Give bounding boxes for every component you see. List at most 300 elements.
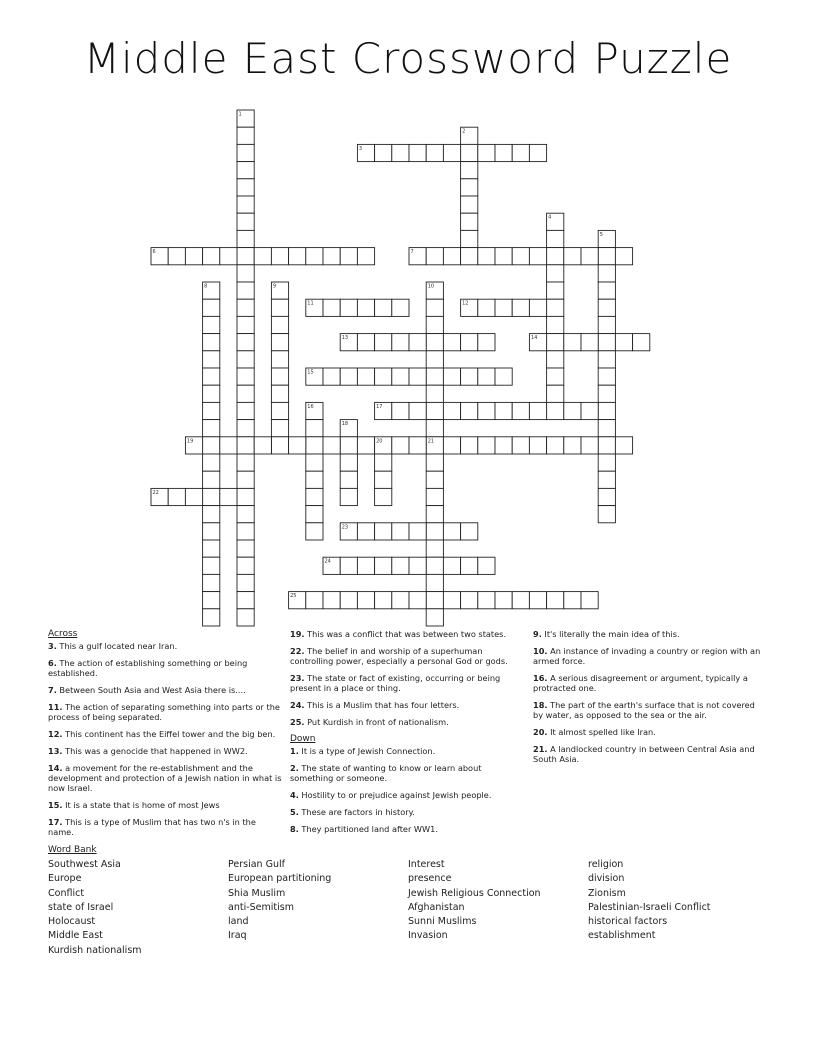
grid-cell[interactable] <box>306 437 323 454</box>
grid-cell[interactable] <box>478 368 495 385</box>
clue-number: 12 <box>462 300 469 307</box>
grid-cell[interactable] <box>615 334 632 351</box>
grid-cell[interactable] <box>375 488 392 505</box>
grid-cell[interactable] <box>461 144 478 161</box>
grid-cell[interactable] <box>392 557 409 574</box>
grid-cell[interactable] <box>323 299 340 316</box>
clue-number: 22 <box>152 489 159 496</box>
grid-cell[interactable] <box>564 248 581 265</box>
grid-cell[interactable] <box>461 437 478 454</box>
grid-cell[interactable] <box>375 471 392 488</box>
grid-cell[interactable] <box>203 316 220 333</box>
grid-cell[interactable] <box>168 248 185 265</box>
grid-cell[interactable] <box>529 248 546 265</box>
grid-cell[interactable] <box>461 557 478 574</box>
clue-item <box>290 717 522 727</box>
grid-cell[interactable] <box>357 557 374 574</box>
grid-cell[interactable] <box>237 265 254 282</box>
grid-cell[interactable] <box>598 265 615 282</box>
grid-cell[interactable] <box>598 488 615 505</box>
grid-cell[interactable] <box>598 420 615 437</box>
grid-cell[interactable] <box>323 592 340 609</box>
clue-item <box>48 746 283 756</box>
grid-cell[interactable] <box>443 248 460 265</box>
grid-cell[interactable] <box>598 385 615 402</box>
clue-number: 4 <box>548 214 552 221</box>
grid-cell[interactable] <box>564 334 581 351</box>
grid-cell[interactable] <box>581 402 598 419</box>
grid-cell[interactable] <box>461 213 478 230</box>
grid-cell[interactable] <box>529 144 546 161</box>
grid-cell[interactable] <box>237 402 254 419</box>
grid-cell[interactable] <box>547 265 564 282</box>
grid-cell[interactable] <box>478 299 495 316</box>
grid-cell[interactable] <box>426 299 443 316</box>
clue-text: A serious disagreement or argument, typically a protracted one. <box>533 673 748 693</box>
grid-cell[interactable] <box>271 437 288 454</box>
clue-text: It is a state that is home of most Jews <box>62 800 220 810</box>
grid-cell[interactable] <box>306 506 323 523</box>
grid-cell[interactable] <box>306 471 323 488</box>
grid-cell[interactable] <box>357 592 374 609</box>
grid-cell[interactable] <box>512 437 529 454</box>
clue-number: 23. <box>290 673 305 683</box>
grid-cell[interactable] <box>237 196 254 213</box>
clue-number: 16 <box>307 403 314 410</box>
clue-number: 6 <box>152 249 156 256</box>
grid-cell[interactable] <box>340 557 357 574</box>
grid-cell[interactable] <box>615 437 632 454</box>
grid-cell[interactable] <box>409 523 426 540</box>
grid-cell[interactable] <box>271 299 288 316</box>
grid-cell[interactable] <box>495 248 512 265</box>
grid-cell[interactable] <box>598 248 615 265</box>
grid-cell[interactable] <box>529 592 546 609</box>
clue-number: 15. <box>48 800 63 810</box>
grid-cell[interactable] <box>203 557 220 574</box>
grid-cell[interactable] <box>409 437 426 454</box>
clue-number: 11. <box>48 702 63 712</box>
grid-cell[interactable] <box>443 402 460 419</box>
grid-cell[interactable] <box>581 334 598 351</box>
grid-cell[interactable] <box>237 351 254 368</box>
grid-cell[interactable] <box>220 488 237 505</box>
clue-text: These are factors in history. <box>298 807 415 817</box>
grid-cell[interactable] <box>168 488 185 505</box>
grid-cell[interactable] <box>203 488 220 505</box>
grid-cell[interactable] <box>289 437 306 454</box>
grid-cell[interactable] <box>478 592 495 609</box>
grid-cell[interactable] <box>340 437 357 454</box>
grid-cell[interactable] <box>598 454 615 471</box>
grid-cell[interactable] <box>306 454 323 471</box>
grid-cell[interactable] <box>237 127 254 144</box>
grid-cell[interactable] <box>203 368 220 385</box>
grid-cell[interactable] <box>237 334 254 351</box>
grid-cell[interactable] <box>237 420 254 437</box>
grid-cell[interactable] <box>203 420 220 437</box>
grid-cell[interactable] <box>426 368 443 385</box>
grid-cell[interactable] <box>271 420 288 437</box>
grid-cell[interactable] <box>375 334 392 351</box>
grid-cell[interactable] <box>495 144 512 161</box>
word-bank-item: Afghanistan <box>408 901 465 913</box>
grid-cell[interactable] <box>409 334 426 351</box>
grid-cell[interactable] <box>478 557 495 574</box>
grid-cell[interactable] <box>375 144 392 161</box>
grid-cell[interactable] <box>203 574 220 591</box>
grid-cell[interactable] <box>547 402 564 419</box>
grid-cell[interactable] <box>547 334 564 351</box>
clue-number: 12. <box>48 729 63 739</box>
grid-cell[interactable] <box>306 488 323 505</box>
word-bank-item: Kurdish nationalism <box>48 944 142 956</box>
clue-item <box>533 744 765 764</box>
grid-cell[interactable] <box>547 316 564 333</box>
grid-cell[interactable] <box>529 402 546 419</box>
grid-cell[interactable] <box>392 523 409 540</box>
word-bank-item: Europe <box>48 873 82 885</box>
grid-cell[interactable] <box>271 316 288 333</box>
grid-cell[interactable] <box>426 523 443 540</box>
grid-cell[interactable] <box>443 523 460 540</box>
grid-cell[interactable] <box>237 523 254 540</box>
clue-number: 24. <box>290 700 305 710</box>
grid-cell[interactable] <box>426 248 443 265</box>
clue-number: 22. <box>290 646 305 656</box>
clue-number: 3. <box>48 641 57 651</box>
grid-cell[interactable] <box>323 248 340 265</box>
grid-cell[interactable] <box>547 351 564 368</box>
clue-item <box>48 817 283 837</box>
grid-cell[interactable] <box>495 402 512 419</box>
grid-cell[interactable] <box>581 592 598 609</box>
grid-cell[interactable] <box>392 592 409 609</box>
grid-cell[interactable] <box>203 540 220 557</box>
grid-cell[interactable] <box>495 368 512 385</box>
grid-cell[interactable] <box>357 368 374 385</box>
clue-text: This a gulf located near Iran. <box>56 641 178 651</box>
grid-cell[interactable] <box>323 368 340 385</box>
clue-item <box>533 646 765 666</box>
grid-cell[interactable] <box>220 248 237 265</box>
grid-cell[interactable] <box>598 316 615 333</box>
grid-cell[interactable] <box>237 574 254 591</box>
grid-cell[interactable] <box>271 334 288 351</box>
grid-cell[interactable] <box>598 299 615 316</box>
grid-cell[interactable] <box>512 402 529 419</box>
grid-cell[interactable] <box>409 557 426 574</box>
grid-cell[interactable] <box>306 592 323 609</box>
grid-cell[interactable] <box>375 557 392 574</box>
grid-cell[interactable] <box>547 592 564 609</box>
clue-text: The state of wanting to know or learn about something or someone. <box>290 763 482 783</box>
clue-number: 14. <box>48 763 63 773</box>
grid-cell[interactable] <box>409 592 426 609</box>
grid-cell[interactable] <box>237 437 254 454</box>
grid-cell[interactable] <box>512 299 529 316</box>
clue-text: It is a type of Jewish Connection. <box>298 746 436 756</box>
grid-cell[interactable] <box>547 368 564 385</box>
grid-cell[interactable] <box>237 179 254 196</box>
grid-cell[interactable] <box>237 230 254 247</box>
clue-number: 6. <box>48 658 57 668</box>
grid-cell[interactable] <box>203 299 220 316</box>
grid-cell[interactable] <box>375 368 392 385</box>
grid-cell[interactable] <box>237 385 254 402</box>
grid-cell[interactable] <box>598 351 615 368</box>
grid-cell[interactable] <box>237 540 254 557</box>
grid-cell[interactable] <box>237 316 254 333</box>
grid-cell[interactable] <box>478 402 495 419</box>
grid-cell[interactable] <box>203 248 220 265</box>
clue-number: 20. <box>533 727 548 737</box>
grid-cell[interactable] <box>426 506 443 523</box>
grid-cell[interactable] <box>598 282 615 299</box>
grid-cell[interactable] <box>547 299 564 316</box>
grid-cell[interactable] <box>185 248 202 265</box>
grid-cell[interactable] <box>237 282 254 299</box>
grid-cell[interactable] <box>375 592 392 609</box>
grid-cell[interactable] <box>375 523 392 540</box>
grid-cell[interactable] <box>203 592 220 609</box>
grid-cell[interactable] <box>443 334 460 351</box>
grid-cell[interactable] <box>237 299 254 316</box>
grid-cell[interactable] <box>512 248 529 265</box>
grid-cell[interactable] <box>495 437 512 454</box>
grid-cell[interactable] <box>461 196 478 213</box>
grid-cell[interactable] <box>203 385 220 402</box>
grid-cell[interactable] <box>375 299 392 316</box>
grid-cell[interactable] <box>409 402 426 419</box>
clue-text: This continent has the Eiffel tower and the big ben. <box>62 729 276 739</box>
grid-cell[interactable] <box>237 248 254 265</box>
grid-cell[interactable] <box>340 471 357 488</box>
grid-cell[interactable] <box>598 334 615 351</box>
grid-cell[interactable] <box>529 299 546 316</box>
clue-text: This was a conflict that was between two states. <box>304 629 507 639</box>
grid-cell[interactable] <box>357 299 374 316</box>
grid-cell[interactable] <box>392 368 409 385</box>
grid-cell[interactable] <box>185 488 202 505</box>
grid-cell[interactable] <box>392 299 409 316</box>
grid-cell[interactable] <box>461 248 478 265</box>
grid-cell[interactable] <box>392 402 409 419</box>
grid-cell[interactable] <box>426 574 443 591</box>
grid-cell[interactable] <box>598 402 615 419</box>
grid-cell[interactable] <box>375 454 392 471</box>
clue-item <box>48 685 283 695</box>
grid-cell[interactable] <box>271 368 288 385</box>
grid-cell[interactable] <box>443 437 460 454</box>
clue-item <box>290 629 522 639</box>
grid-cell[interactable] <box>461 368 478 385</box>
grid-cell[interactable] <box>426 351 443 368</box>
grid-cell[interactable] <box>547 248 564 265</box>
grid-cell[interactable] <box>426 557 443 574</box>
grid-cell[interactable] <box>392 334 409 351</box>
word-bank-column-4 <box>588 858 711 944</box>
grid-cell[interactable] <box>203 351 220 368</box>
word-bank-item: Persian Gulf <box>228 859 285 870</box>
word-bank-item: religion <box>588 859 624 870</box>
grid-cell[interactable] <box>461 523 478 540</box>
grid-cell[interactable] <box>271 351 288 368</box>
grid-cell[interactable] <box>340 488 357 505</box>
clue-text: The action of establishing something or being established. <box>48 658 248 678</box>
grid-cell[interactable] <box>547 282 564 299</box>
grid-cell[interactable] <box>306 420 323 437</box>
clue-number: 21. <box>533 744 548 754</box>
grid-cell[interactable] <box>271 402 288 419</box>
grid-cell[interactable] <box>633 334 650 351</box>
grid-cell[interactable] <box>426 402 443 419</box>
grid-cell[interactable] <box>547 385 564 402</box>
grid-cell[interactable] <box>237 506 254 523</box>
grid-cell[interactable] <box>203 471 220 488</box>
grid-cell[interactable] <box>306 523 323 540</box>
grid-cell[interactable] <box>237 368 254 385</box>
clue-number: 18. <box>533 700 548 710</box>
grid-cell[interactable] <box>426 488 443 505</box>
grid-cell[interactable] <box>564 437 581 454</box>
grid-cell[interactable] <box>495 299 512 316</box>
grid-cell[interactable] <box>340 592 357 609</box>
grid-cell[interactable] <box>495 592 512 609</box>
grid-cell[interactable] <box>340 454 357 471</box>
grid-cell[interactable] <box>478 248 495 265</box>
grid-cell[interactable] <box>203 334 220 351</box>
grid-cell[interactable] <box>512 144 529 161</box>
grid-cell[interactable] <box>426 540 443 557</box>
grid-cell[interactable] <box>598 471 615 488</box>
word-bank-heading: Word Bank <box>48 845 97 855</box>
clue-text: An instance of invading a country or region with an armed force. <box>533 646 761 666</box>
grid-cell[interactable] <box>598 368 615 385</box>
grid-cell[interactable] <box>598 437 615 454</box>
grid-cell[interactable] <box>461 402 478 419</box>
grid-cell[interactable] <box>340 299 357 316</box>
clue-number: 7. <box>48 685 57 695</box>
grid-cell[interactable] <box>203 402 220 419</box>
grid-cell[interactable] <box>254 248 271 265</box>
clue-text: The belief in and worship of a superhuman controlling power, especially a personal God or gods. <box>290 646 508 666</box>
grid-cell[interactable] <box>203 437 220 454</box>
grid-cell[interactable] <box>461 162 478 179</box>
grid-cell[interactable] <box>478 144 495 161</box>
grid-cell[interactable] <box>237 454 254 471</box>
grid-cell[interactable] <box>289 248 306 265</box>
grid-cell[interactable] <box>409 144 426 161</box>
grid-cell[interactable] <box>237 213 254 230</box>
grid-cell[interactable] <box>203 506 220 523</box>
grid-cell[interactable] <box>426 454 443 471</box>
word-bank-column-3 <box>408 858 541 944</box>
grid-cell[interactable] <box>237 609 254 626</box>
word-bank-item: Holocaust <box>48 916 96 928</box>
grid-cell[interactable] <box>357 523 374 540</box>
grid-cell[interactable] <box>323 437 340 454</box>
clue-number: 18 <box>341 421 349 428</box>
grid-cell[interactable] <box>340 248 357 265</box>
clue-number: 15 <box>307 369 314 376</box>
grid-cell[interactable] <box>461 179 478 196</box>
grid-cell[interactable] <box>443 368 460 385</box>
grid-cell[interactable] <box>237 592 254 609</box>
grid-cell[interactable] <box>237 144 254 161</box>
grid-cell[interactable] <box>357 334 374 351</box>
clue-text: This is a type of Muslim that has two n's in the name. <box>48 817 256 837</box>
grid-cell[interactable] <box>426 592 443 609</box>
clue-item <box>48 800 283 810</box>
grid-cell[interactable] <box>203 454 220 471</box>
grid-cell[interactable] <box>271 248 288 265</box>
grid-cell[interactable] <box>478 334 495 351</box>
grid-cell[interactable] <box>203 609 220 626</box>
grid-cell[interactable] <box>443 144 460 161</box>
clue-item <box>48 658 283 678</box>
grid-cell[interactable] <box>461 592 478 609</box>
clue-item <box>290 700 522 710</box>
clue-number: 13. <box>48 746 63 756</box>
grid-cell[interactable] <box>357 248 374 265</box>
grid-cell[interactable] <box>203 523 220 540</box>
grid-cell[interactable] <box>426 144 443 161</box>
grid-cell[interactable] <box>461 230 478 247</box>
grid-cell[interactable] <box>581 248 598 265</box>
grid-cell[interactable] <box>237 471 254 488</box>
grid-cell[interactable] <box>529 437 546 454</box>
grid-cell[interactable] <box>615 248 632 265</box>
grid-cell[interactable] <box>443 592 460 609</box>
grid-cell[interactable] <box>426 609 443 626</box>
grid-cell[interactable] <box>461 334 478 351</box>
grid-cell[interactable] <box>598 506 615 523</box>
grid-cell[interactable] <box>357 437 374 454</box>
grid-cell[interactable] <box>254 437 271 454</box>
clue-number: 1. <box>290 746 299 756</box>
grid-cell[interactable] <box>581 437 598 454</box>
clue-text: a movement for the re-establishment and the development and protection of a Jewish nation in what is now Israel. <box>48 763 282 793</box>
grid-cell[interactable] <box>512 592 529 609</box>
grid-cell[interactable] <box>237 162 254 179</box>
grid-cell[interactable] <box>426 471 443 488</box>
grid-cell[interactable] <box>392 437 409 454</box>
grid-cell[interactable] <box>271 385 288 402</box>
grid-cell[interactable] <box>547 230 564 247</box>
clue-item <box>290 646 522 666</box>
grid-cell[interactable] <box>564 592 581 609</box>
grid-cell[interactable] <box>237 488 254 505</box>
grid-cell[interactable] <box>547 437 564 454</box>
grid-cell[interactable] <box>443 557 460 574</box>
grid-cell[interactable] <box>426 334 443 351</box>
grid-cell[interactable] <box>237 557 254 574</box>
grid-cell[interactable] <box>306 248 323 265</box>
grid-cell[interactable] <box>220 437 237 454</box>
grid-cell[interactable] <box>564 402 581 419</box>
clue-number: 20 <box>376 438 383 445</box>
grid-cell[interactable] <box>426 316 443 333</box>
grid-cell[interactable] <box>426 385 443 402</box>
clue-number: 23 <box>341 524 349 531</box>
grid-cell[interactable] <box>478 437 495 454</box>
clue-text: This is a Muslim that has four letters. <box>304 700 460 710</box>
grid-cell[interactable] <box>392 144 409 161</box>
grid-cell[interactable] <box>340 368 357 385</box>
grid-cell[interactable] <box>426 420 443 437</box>
grid-cell[interactable] <box>409 368 426 385</box>
